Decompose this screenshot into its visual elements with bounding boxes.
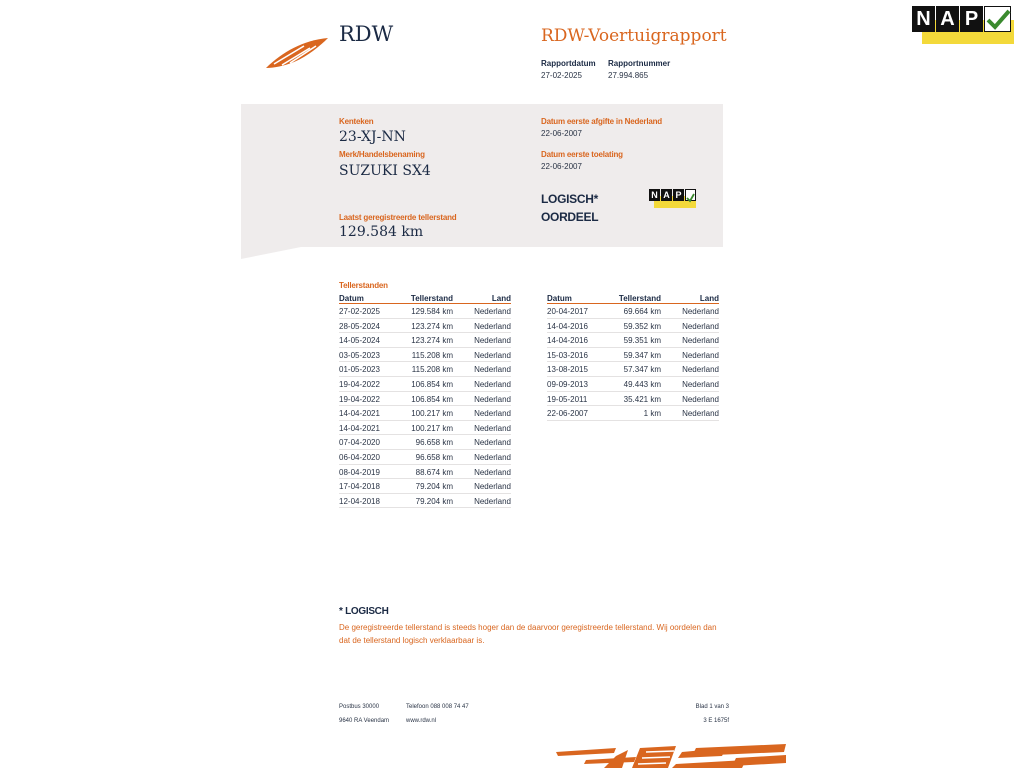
explanation-title: * LOGISCH: [339, 606, 389, 617]
cell-datum: 15-03-2016: [547, 350, 588, 360]
panel-tail: [241, 247, 301, 259]
kenteken-label: Kenteken: [339, 117, 374, 126]
table-row: [339, 304, 511, 319]
col-datum: Datum: [339, 294, 364, 303]
col-tellerstand: Tellerstand: [410, 294, 453, 303]
cell-land: Nederland: [682, 394, 719, 404]
cell-tellerstand: 115.208 km: [411, 365, 453, 375]
table-row: [339, 421, 511, 436]
table-row: [339, 333, 511, 348]
eerste-toelating-label: Datum eerste toelating: [541, 150, 623, 159]
report-title: RDW-Voertuigrapport: [541, 26, 727, 46]
cell-datum: 28-05-2024: [339, 321, 380, 331]
cell-land: Nederland: [474, 452, 511, 462]
cell-tellerstand: 49.443 km: [623, 379, 661, 389]
cell-datum: 03-05-2023: [339, 350, 380, 360]
checkmark-icon: [984, 6, 1011, 32]
cell-land: Nederland: [474, 379, 511, 389]
cell-tellerstand: 35.421 km: [623, 394, 661, 404]
cell-tellerstand: 115.208 km: [411, 350, 453, 360]
nap-small-n: N: [649, 189, 660, 201]
nap-small-a: A: [661, 189, 672, 201]
cell-land: Nederland: [474, 321, 511, 331]
cell-land: Nederland: [474, 467, 511, 477]
cell-datum: 17-04-2018: [339, 482, 380, 492]
table-row: [547, 392, 719, 407]
merk-value: SUZUKI SX4: [339, 163, 431, 179]
table-row: [547, 377, 719, 392]
table-row: [547, 406, 719, 421]
cell-tellerstand: 123.274 km: [411, 336, 453, 346]
cell-datum: 14-04-2016: [547, 321, 588, 331]
cell-tellerstand: 106.854 km: [411, 379, 453, 389]
explanation-text-line2: dat de tellerstand logisch verklaarbaar is.: [339, 636, 485, 645]
cell-land: Nederland: [474, 482, 511, 492]
rdw-stripes-graphic: [556, 744, 786, 768]
cell-land: Nederland: [474, 409, 511, 419]
cell-tellerstand: 59.352 km: [623, 321, 661, 331]
table-row: [339, 348, 511, 363]
cell-land: Nederland: [474, 496, 511, 506]
eerste-toelating-value: 22-06-2007: [541, 162, 582, 171]
cell-land: Nederland: [474, 394, 511, 404]
col-datum: Datum: [547, 294, 572, 303]
cell-land: Nederland: [682, 321, 719, 331]
table-row: [339, 465, 511, 480]
cell-datum: 19-04-2022: [339, 379, 380, 389]
tellerstand-label: Laatst geregistreerde tellerstand: [339, 213, 457, 222]
table-row: [339, 479, 511, 494]
oordeel-line2: OORDEEL: [541, 210, 599, 224]
cell-datum: 07-04-2020: [339, 438, 380, 448]
cell-land: Nederland: [682, 307, 719, 316]
cell-datum: 14-04-2016: [547, 336, 588, 346]
cell-tellerstand: 79.204 km: [415, 496, 453, 506]
cell-tellerstand: 96.658 km: [415, 452, 453, 462]
tellerstanden-table-left: [339, 292, 511, 508]
tellerstand-value: 129.584 km: [339, 224, 424, 240]
nap-letter-a: A: [936, 6, 959, 32]
nap-logo: [912, 6, 1016, 46]
cell-tellerstand: 59.347 km: [623, 350, 661, 360]
rapportnummer-label: Rapportnummer: [608, 59, 671, 68]
rapportdatum-label: Rapportdatum: [541, 59, 596, 68]
table-row: [547, 304, 719, 319]
small-checkmark-icon: [685, 189, 696, 201]
eerste-afgifte-label: Datum eerste afgifte in Nederland: [541, 117, 662, 126]
kenteken-value: 23-XJ-NN: [339, 129, 406, 145]
cell-datum: 13-08-2015: [547, 365, 588, 375]
table-row: [547, 333, 719, 348]
footer-telefoon: Telefoon 088 008 74 47: [406, 704, 469, 710]
table-row: [339, 362, 511, 377]
cell-tellerstand: 59.351 km: [623, 336, 661, 346]
tellerstanden-title: Tellerstanden: [339, 281, 388, 290]
nap-small-logo: [649, 189, 697, 209]
table-row: [547, 362, 719, 377]
cell-datum: 22-06-2007: [547, 409, 588, 419]
cell-datum: 19-05-2011: [547, 394, 588, 404]
table-row: [339, 450, 511, 465]
cell-datum: 27-02-2025: [339, 307, 380, 316]
cell-tellerstand: 69.664 km: [623, 307, 661, 316]
table-row: [339, 377, 511, 392]
table-row: [339, 406, 511, 421]
cell-tellerstand: 79.204 km: [415, 482, 453, 492]
cell-tellerstand: 1 km: [643, 409, 661, 419]
cell-datum: 06-04-2020: [339, 452, 380, 462]
cell-datum: 08-04-2019: [339, 467, 380, 477]
cell-land: Nederland: [474, 438, 511, 448]
table-header: [339, 292, 511, 304]
table-row: [339, 494, 511, 509]
footer-website[interactable]: www.rdw.nl: [406, 718, 437, 724]
cell-land: Nederland: [682, 379, 719, 389]
cell-datum: 14-04-2021: [339, 423, 380, 433]
footer-postcode: 9640 RA Veendam: [339, 718, 390, 724]
cell-datum: 12-04-2018: [339, 496, 380, 506]
table-row: [547, 319, 719, 334]
oordeel-line1: LOGISCH*: [541, 192, 598, 206]
cell-land: Nederland: [682, 336, 719, 346]
col-tellerstand: Tellerstand: [618, 294, 661, 303]
cell-land: Nederland: [474, 336, 511, 346]
table-header: [547, 292, 719, 304]
table-row: [339, 319, 511, 334]
cell-datum: 20-04-2017: [547, 307, 588, 316]
table-row: [339, 392, 511, 407]
rapportnummer-value: 27.994.865: [608, 71, 649, 80]
tellerstanden-table-right: [547, 292, 719, 421]
nap-small-p: P: [673, 189, 684, 201]
col-land: Land: [699, 294, 719, 303]
cell-datum: 01-05-2023: [339, 365, 380, 375]
cell-land: Nederland: [474, 350, 511, 360]
cell-tellerstand: 88.674 km: [415, 467, 453, 477]
cell-tellerstand: 129.584 km: [411, 307, 453, 316]
eerste-afgifte-value: 22-06-2007: [541, 129, 582, 138]
cell-datum: 09-09-2013: [547, 379, 588, 389]
col-land: Land: [491, 294, 511, 303]
footer-blad: Blad 1 van 3: [695, 704, 729, 710]
cell-datum: 19-04-2022: [339, 394, 380, 404]
table-row: [339, 435, 511, 450]
cell-tellerstand: 123.274 km: [411, 321, 453, 331]
nap-letter-p: P: [960, 6, 983, 32]
cell-land: Nederland: [682, 365, 719, 375]
merk-label: Merk/Handelsbenaming: [339, 150, 425, 159]
cell-datum: 14-05-2024: [339, 336, 380, 346]
footer-postbus: Postbus 30000: [339, 704, 380, 710]
cell-tellerstand: 106.854 km: [411, 394, 453, 404]
cell-tellerstand: 96.658 km: [415, 438, 453, 448]
nap-letter-n: N: [912, 6, 935, 32]
cell-tellerstand: 100.217 km: [411, 423, 453, 433]
cell-land: Nederland: [682, 409, 719, 419]
cell-land: Nederland: [682, 350, 719, 360]
rdw-feather-icon: [264, 34, 332, 70]
table-row: [547, 348, 719, 363]
cell-tellerstand: 100.217 km: [411, 409, 453, 419]
rapportdatum-value: 27-02-2025: [541, 71, 582, 80]
cell-land: Nederland: [474, 307, 511, 316]
cell-land: Nederland: [474, 365, 511, 375]
cell-tellerstand: 57.347 km: [623, 365, 661, 375]
cell-land: Nederland: [474, 423, 511, 433]
cell-datum: 14-04-2021: [339, 409, 380, 419]
footer-code: 3 E 1675f: [703, 718, 729, 724]
explanation-text-line1: De geregistreerde tellerstand is steeds hoger dan de daarvoor geregistreerde tellerstand. Wij oordelen dan: [339, 623, 717, 632]
org-name: RDW: [339, 22, 394, 46]
